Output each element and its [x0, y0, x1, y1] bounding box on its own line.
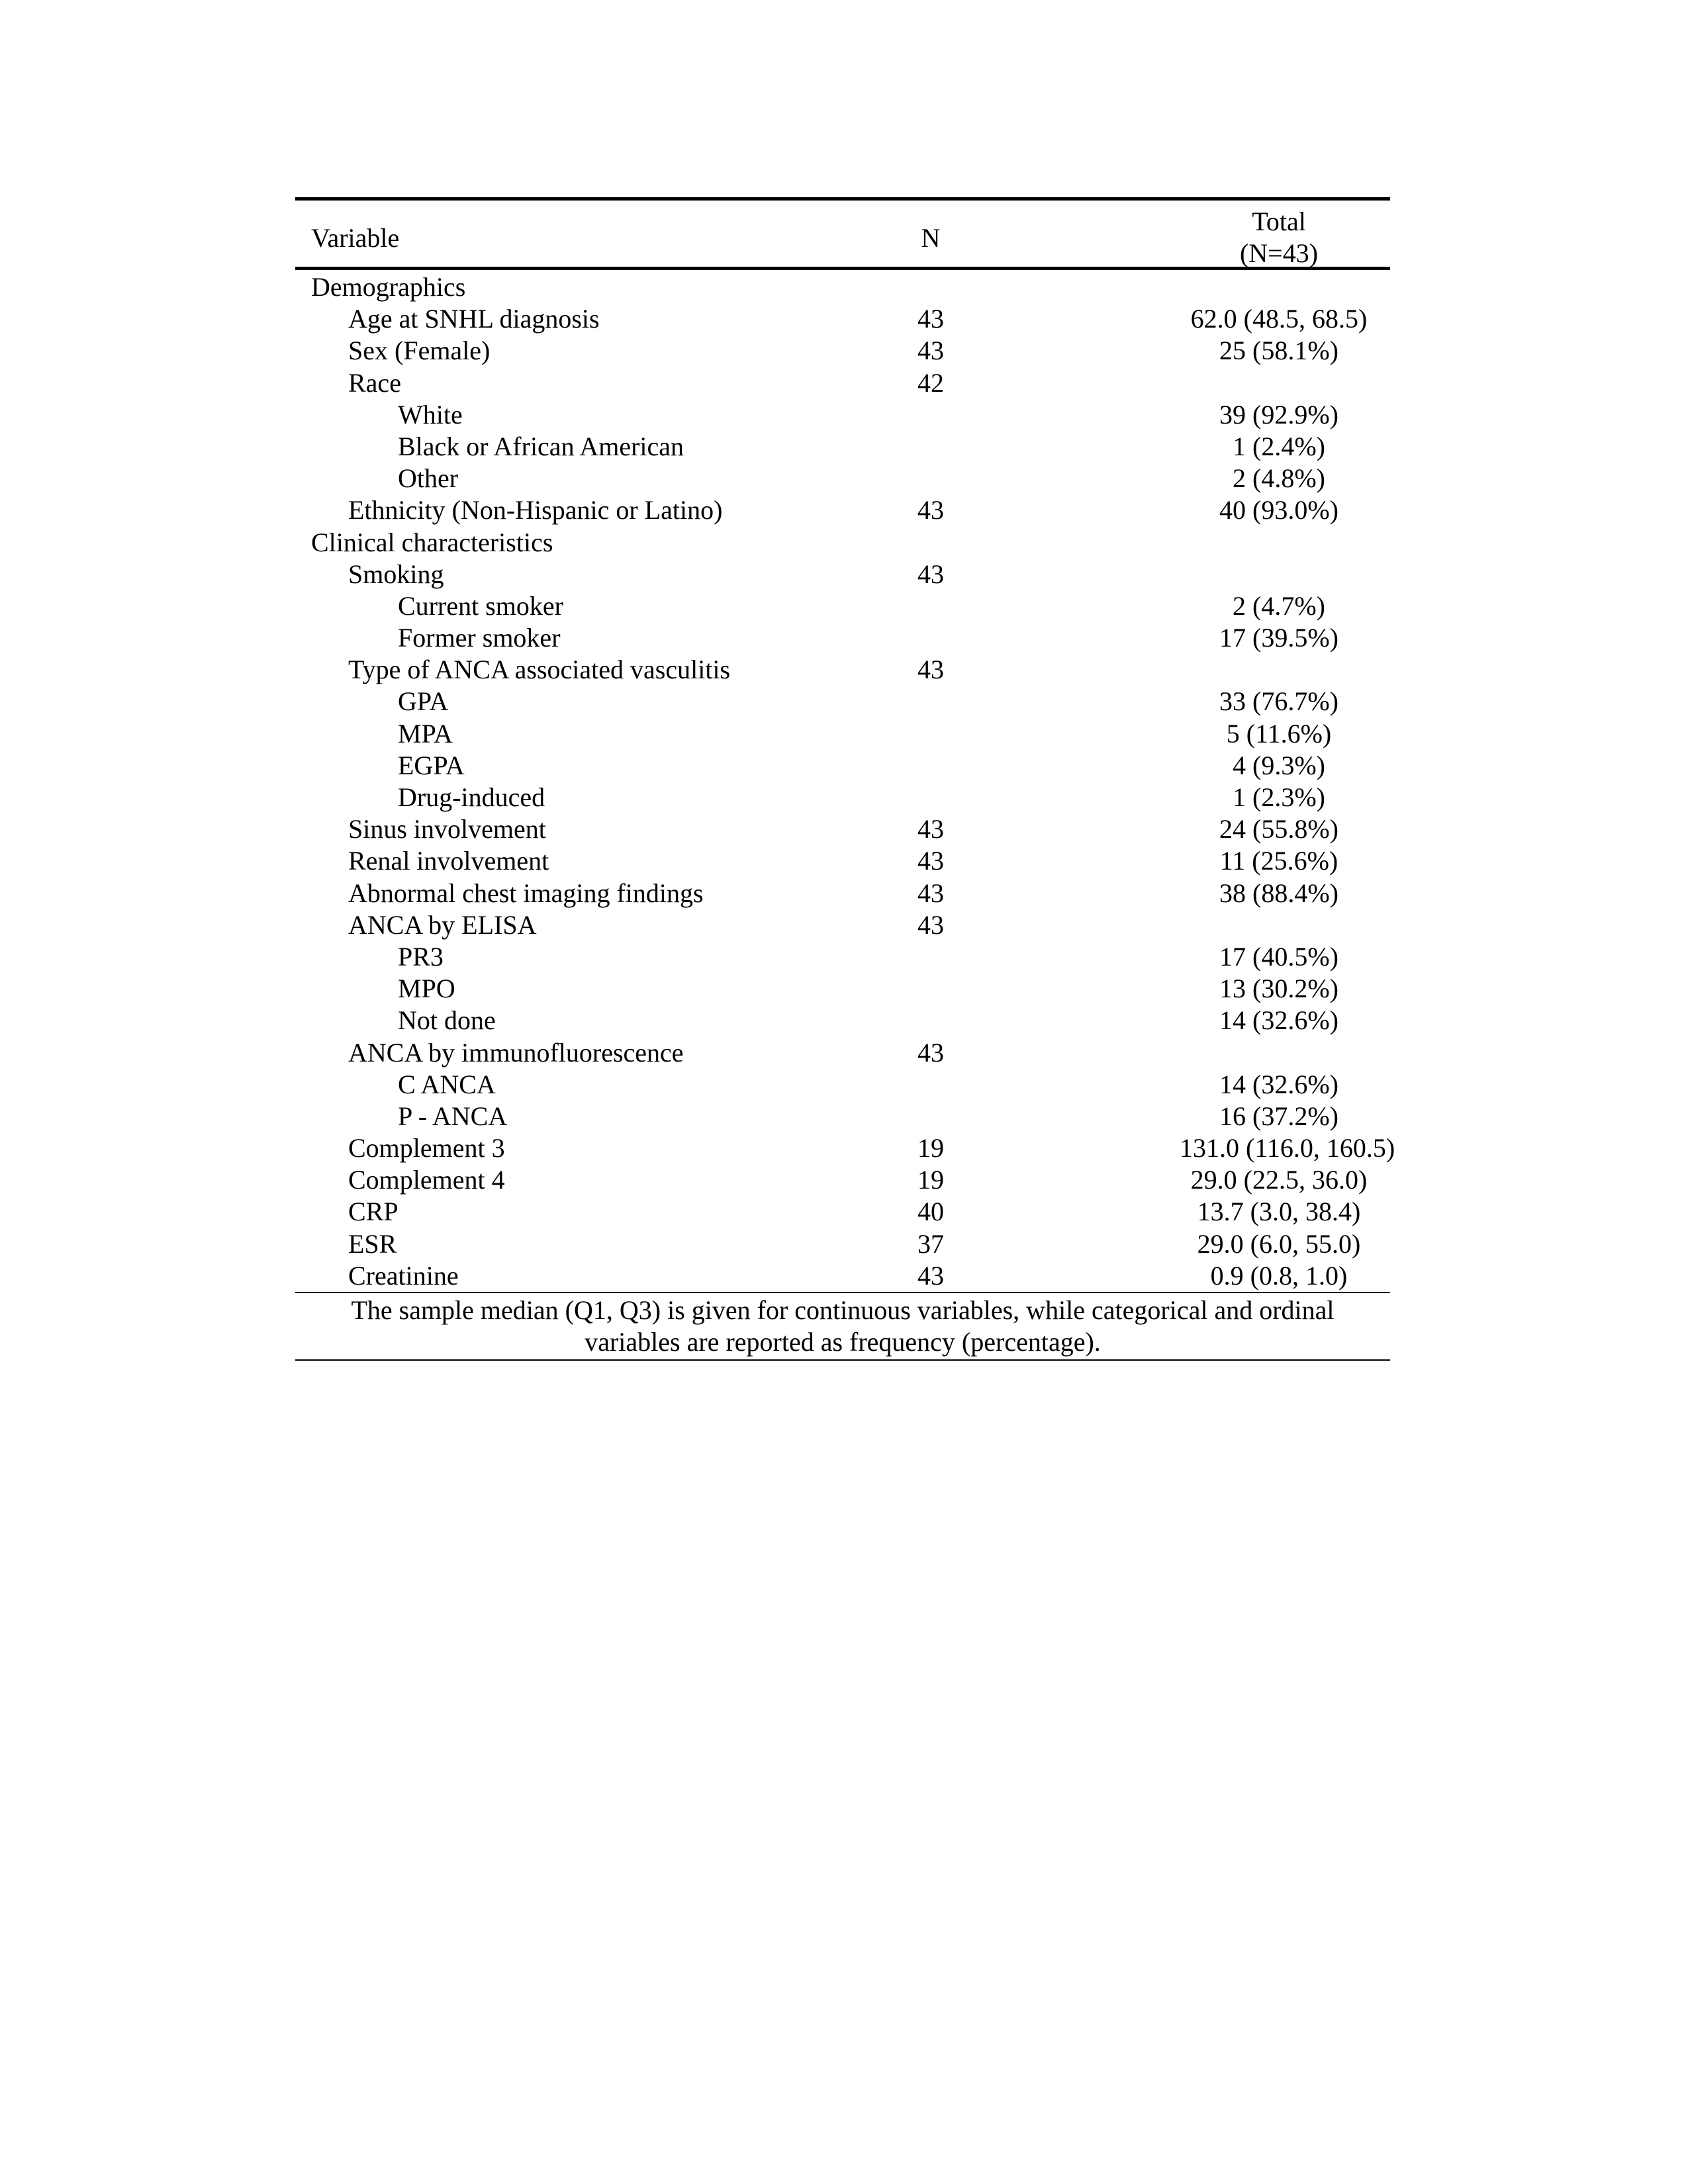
header-n: N: [921, 223, 941, 253]
row-label: Sex (Female): [348, 336, 491, 366]
table-row: [295, 973, 1390, 1005]
row-n: 43: [917, 846, 944, 876]
table-row: [295, 463, 1390, 494]
row-label: Age at SNHL diagnosis: [348, 304, 600, 334]
table-row: [295, 431, 1390, 463]
row-total: 16 (37.2%): [1219, 1101, 1338, 1131]
header-total-label: Total: [1252, 206, 1306, 236]
table-row: [295, 494, 1390, 526]
row-label: Creatinine: [348, 1260, 459, 1291]
row-total: 24 (55.8%): [1219, 814, 1338, 844]
row-n: 43: [917, 559, 944, 589]
table-row: [295, 750, 1390, 782]
row-label: GPA: [398, 686, 449, 717]
row-total: 5 (11.6%): [1226, 718, 1332, 749]
table-body: [295, 270, 1395, 1292]
row-n: 42: [917, 367, 944, 398]
table-row: [295, 303, 1390, 335]
row-label: Renal involvement: [348, 846, 549, 876]
row-label: Smoking: [348, 559, 444, 589]
table-row: [295, 686, 1390, 717]
row-label: C ANCA: [398, 1069, 496, 1099]
row-label: MPA: [398, 718, 453, 749]
table-section-row: [295, 527, 1390, 559]
row-n: 43: [917, 495, 944, 525]
header-total-count: (N=43): [1239, 238, 1319, 268]
row-total: 33 (76.7%): [1219, 686, 1338, 717]
table-row: [295, 813, 1390, 845]
row-n: 43: [917, 336, 944, 366]
row-label: Drug-induced: [398, 782, 545, 812]
row-total: 13 (30.2%): [1219, 974, 1338, 1004]
row-label: Ethnicity (Non-Hispanic or Latino): [348, 495, 723, 525]
table-footnote: [295, 1293, 1390, 1359]
row-n: 43: [917, 1037, 944, 1068]
table-row: [295, 559, 1390, 590]
row-total: 17 (40.5%): [1219, 941, 1338, 972]
row-n: 19: [917, 1133, 944, 1163]
row-total: 1 (2.4%): [1233, 431, 1325, 461]
header-variable: Variable: [311, 223, 400, 253]
table-row: [295, 654, 1390, 686]
row-n: 37: [917, 1228, 944, 1259]
row-total: 38 (88.4%): [1219, 878, 1338, 908]
row-n: 43: [917, 814, 944, 844]
table-row: [295, 1132, 1395, 1164]
footnote-line-1: The sample median (Q1, Q3) is given for continuous variables, while categorical and ordinal: [351, 1295, 1335, 1325]
row-total: 2 (4.8%): [1233, 463, 1325, 494]
row-label: PR3: [398, 941, 444, 972]
row-label: Other: [398, 463, 459, 494]
table-row: [295, 335, 1390, 367]
row-n: 43: [917, 655, 944, 685]
row-label: Not done: [398, 1005, 496, 1036]
row-n: 43: [917, 878, 944, 908]
row-label: ESR: [348, 1228, 397, 1259]
row-label: ANCA by ELISA: [348, 909, 537, 940]
row-n: 43: [917, 1260, 944, 1291]
table-row: [295, 909, 1390, 941]
table-row: [295, 1260, 1390, 1292]
row-label: Demographics: [311, 272, 466, 302]
table-row: [295, 622, 1390, 654]
summary-table: [295, 197, 1395, 1361]
row-label: White: [398, 399, 463, 430]
row-total: 131.0 (116.0, 160.5): [1180, 1133, 1395, 1163]
row-label: Clinical characteristics: [311, 527, 553, 557]
row-total: 4 (9.3%): [1233, 750, 1325, 780]
table-row: [295, 1005, 1390, 1036]
row-label: ANCA by immunofluorescence: [348, 1037, 684, 1068]
row-label: Black or African American: [398, 431, 684, 461]
table-row: [295, 941, 1390, 973]
footnote-bottom-rule: [295, 1359, 1390, 1361]
table-row: [295, 718, 1390, 750]
row-label: Race: [348, 367, 401, 398]
row-label: CRP: [348, 1197, 399, 1227]
row-label: Current smoker: [398, 590, 563, 621]
row-label: Complement 3: [348, 1133, 505, 1163]
row-label: EGPA: [398, 750, 465, 780]
header-total: [1186, 206, 1372, 269]
table-row: [295, 1196, 1390, 1228]
row-total: 25 (58.1%): [1219, 336, 1338, 366]
row-total: 14 (32.6%): [1219, 1005, 1338, 1036]
row-total: 13.7 (3.0, 38.4): [1197, 1197, 1361, 1227]
row-total: 11 (25.6%): [1219, 846, 1338, 876]
row-label: P - ANCA: [398, 1101, 508, 1131]
table-row: [295, 1101, 1390, 1132]
row-n: 40: [917, 1197, 944, 1227]
table-header-row: [295, 201, 1390, 267]
table-section-row: [295, 271, 1390, 303]
footnote-line-2: variables are reported as frequency (percentage).: [585, 1327, 1101, 1357]
table-row: [295, 1069, 1390, 1101]
table-row: [295, 399, 1390, 431]
row-n: 43: [917, 304, 944, 334]
row-total: 17 (39.5%): [1219, 623, 1338, 653]
row-total: 1 (2.3%): [1233, 782, 1325, 812]
table-row: [295, 1037, 1390, 1069]
row-total: 0.9 (0.8, 1.0): [1210, 1260, 1348, 1291]
table-row: [295, 1228, 1390, 1260]
row-total: 29.0 (22.5, 36.0): [1190, 1165, 1368, 1195]
row-total: 40 (93.0%): [1219, 495, 1338, 525]
table-row: [295, 1164, 1390, 1196]
row-label: Complement 4: [348, 1165, 505, 1195]
row-total: 2 (4.7%): [1233, 590, 1325, 621]
row-total: 29.0 (6.0, 55.0): [1197, 1228, 1361, 1259]
table-row: [295, 367, 1390, 399]
row-label: Sinus involvement: [348, 814, 546, 844]
row-total: 14 (32.6%): [1219, 1069, 1338, 1099]
row-total: 39 (92.9%): [1219, 399, 1338, 430]
row-n: 19: [917, 1165, 944, 1195]
table-row: [295, 878, 1390, 909]
row-total: 62.0 (48.5, 68.5): [1190, 304, 1368, 334]
row-n: 43: [917, 909, 944, 940]
table-row: [295, 590, 1390, 622]
row-label: Abnormal chest imaging findings: [348, 878, 704, 908]
row-label: Former smoker: [398, 623, 561, 653]
table-row: [295, 782, 1390, 813]
row-label: Type of ANCA associated vasculitis: [348, 655, 731, 685]
table-row: [295, 845, 1390, 877]
row-label: MPO: [398, 974, 455, 1004]
